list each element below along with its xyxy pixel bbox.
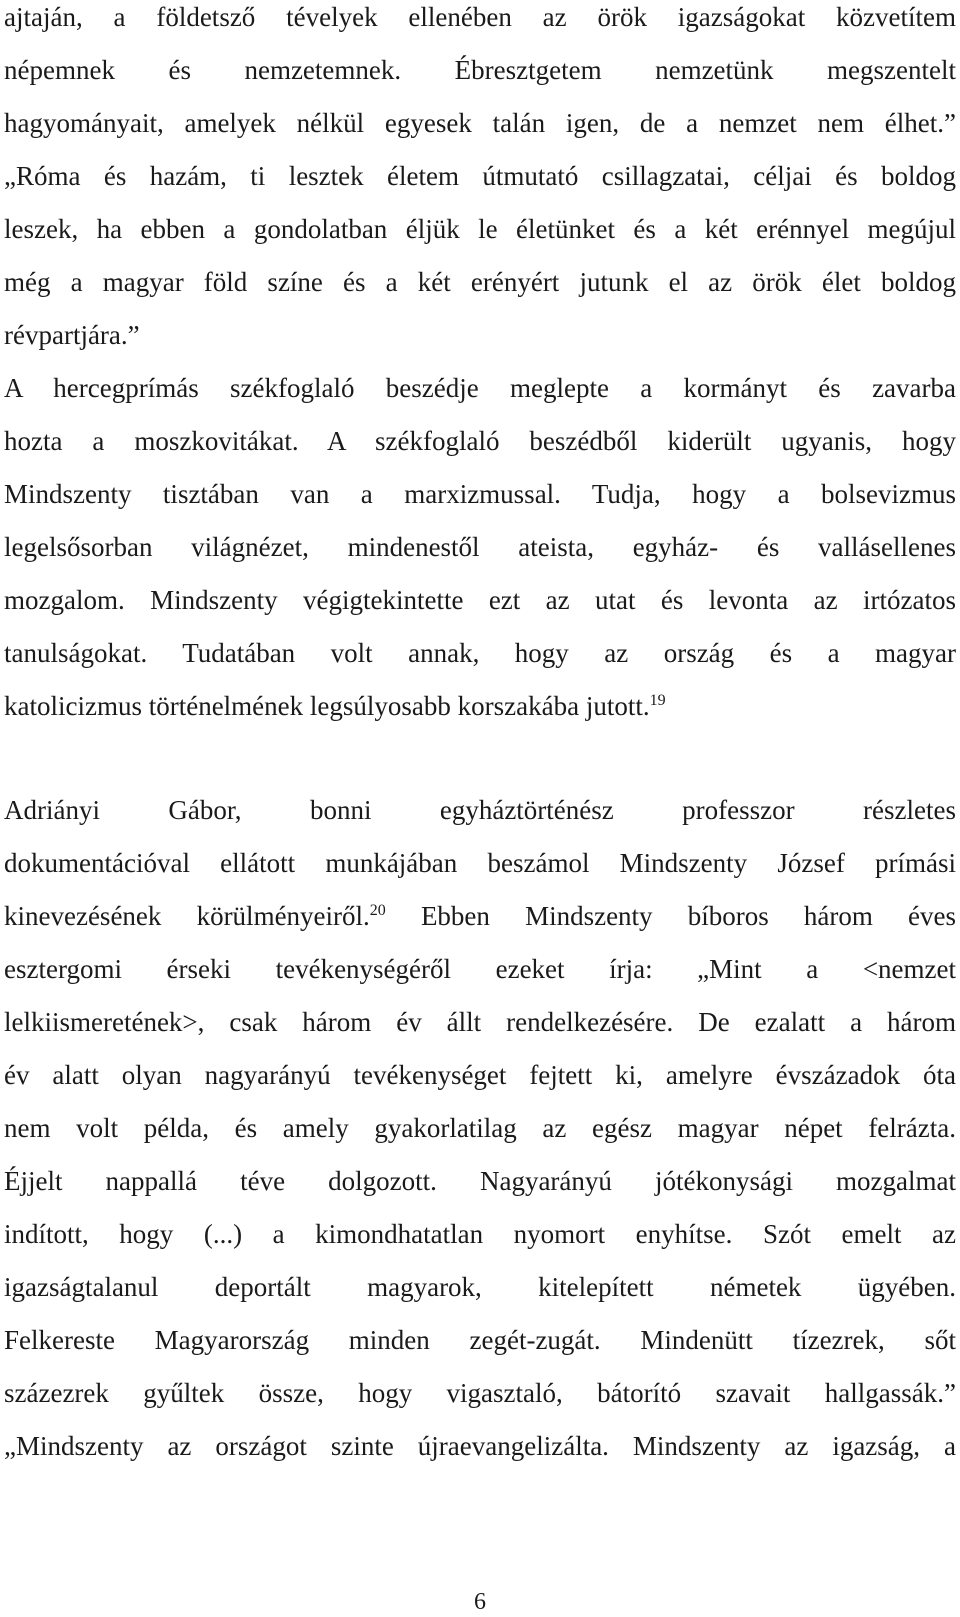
footnote-marker: 19 <box>649 692 666 709</box>
text-line: legelsősorban világnézet, mindenestől ateista, egyház- és vallásellenes <box>4 532 956 562</box>
text-line: tanulságokat. Tudatában volt annak, hogy az ország és a magyar <box>4 638 956 668</box>
page-number: 6 <box>474 1589 486 1615</box>
text-line: dokumentációval ellátott munkájában beszámol Mindszenty József prímási <box>4 848 956 878</box>
text-line: Éjjelt nappallá téve dolgozott. Nagyarányú jótékonysági mozgalmat <box>4 1166 956 1196</box>
text-line: év alatt olyan nagyarányú tevékenységet fejtett ki, amelyre évszázadok óta <box>4 1060 956 1090</box>
text-line: mozgalom. Mindszenty végigtekintette ezt az utat és levonta az irtózatos <box>4 585 956 615</box>
text-line: A hercegprímás székfoglaló beszédje meglepte a kormányt és zavarba <box>4 373 956 403</box>
text-line: igazságtalanul deportált magyarok, kitelepített németek ügyében. <box>4 1272 956 1302</box>
text-line: Felkereste Magyarország minden zegét-zugát. Mindenütt tízezrek, sőt <box>4 1325 956 1355</box>
text-line: hagyományait, amelyek nélkül egyesek talán igen, de a nemzet nem élhet.” <box>4 108 956 138</box>
text-line: esztergomi érseki tevékenységéről ezeket írja: „Mint a <nemzet <box>4 954 956 984</box>
text-line: Mindszenty tisztában van a marxizmussal. Tudja, hogy a bolsevizmus <box>4 479 956 509</box>
text-fragment: Ebben Mindszenty bíboros három éves <box>385 901 956 931</box>
text-line <box>4 686 956 726</box>
text-line: százezrek gyűltek össze, hogy vigasztaló, bátorító szavait hallgassák.” <box>4 1378 956 1408</box>
text-line: Adriányi Gábor, bonni egyháztörténész professzor részletes <box>4 795 956 825</box>
footnote-marker: 20 <box>369 902 386 919</box>
text-line: révpartjára.” <box>4 320 140 350</box>
text-fragment: katolicizmus történelmének legsúlyosabb korszakába jutott. <box>4 691 650 721</box>
text-line: nem volt példa, és amely gyakorlatilag az egész magyar népet felrázta. <box>4 1113 956 1143</box>
text-line: lelkiismeretének>, csak három év állt rendelkezésére. De ezalatt a három <box>4 1007 956 1037</box>
text-line: még a magyar föld színe és a két erényért jutunk el az örök élet boldog <box>4 267 956 297</box>
text-line: „Mindszenty az országot szinte újraevangelizálta. Mindszenty az igazság, a <box>4 1431 956 1461</box>
text-line: hozta a moszkovitákat. A székfoglaló beszédből kiderült ugyanis, hogy <box>4 426 956 456</box>
text-line <box>4 896 956 936</box>
text-line: népemnek és nemzetemnek. Ébresztgetem nemzetünk megszentelt <box>4 55 956 85</box>
text-line: indított, hogy (...) a kimondhatatlan nyomort enyhítse. Szót emelt az <box>4 1219 956 1249</box>
text-line: „Róma és hazám, ti lesztek életem útmutató csillagzatai, céljai és boldog <box>4 161 956 191</box>
text-line: ajtaján, a földetsző tévelyek ellenében az örök igazságokat közvetítem <box>4 2 956 32</box>
text-fragment: kinevezésének körülményeiről. <box>4 901 370 931</box>
text-line: leszek, ha ebben a gondolatban éljük le életünket és a két erénnyel megújul <box>4 214 956 244</box>
